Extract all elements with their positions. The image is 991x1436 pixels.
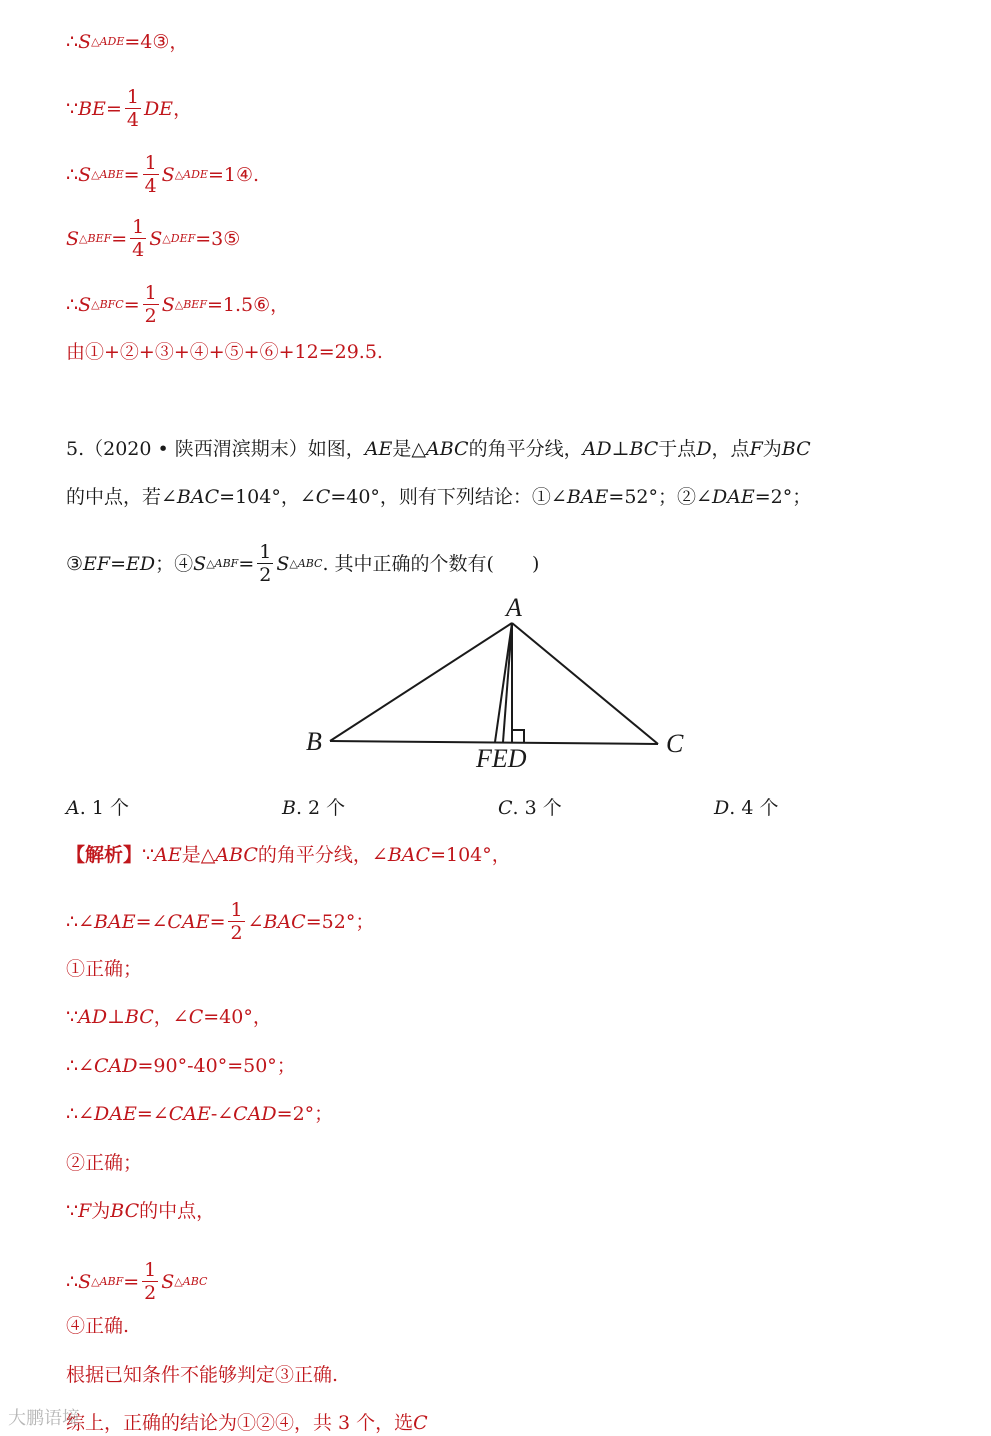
fraction [142,1259,158,1304]
solution-line-3 [66,956,142,982]
choice-letter: A [66,797,80,819]
text: = [110,552,127,575]
prev-line-3 [66,152,259,197]
area-symbol: S [78,163,92,186]
text: =4③， [124,31,189,53]
therefore-symbol: ∴ [66,31,79,53]
question-line-3 [66,541,539,586]
choice-text: . 1 个 [79,797,129,819]
text: ②正确； [66,1152,143,1174]
var: ABC [215,844,258,866]
prev-line-5 [66,282,289,327]
area-subscript: △DEF [162,231,196,245]
text: . 其中正确的个数有( ) [322,552,540,575]
numerator: 1 [126,86,139,108]
var: DAE [711,486,755,508]
area-subscript: △BFC [91,297,124,311]
right-angle-mark [512,730,524,742]
area-symbol: S [193,552,207,575]
var: BAC [387,844,431,866]
area-symbol: S [149,227,163,250]
var: C [315,486,331,508]
solution-line-8 [66,1198,215,1224]
area-subscript: △ADE [91,35,125,48]
denominator: 4 [126,109,139,131]
denominator: 2 [259,564,272,586]
area-symbol: S [161,163,175,186]
prev-line-4 [66,216,240,261]
choice-text: . 4 个 [729,797,779,819]
text: ∴∠ [66,1103,95,1125]
solution-line-2 [66,899,374,944]
text: ∵ [66,1006,79,1028]
var: C [413,1412,428,1434]
var: D [696,438,712,460]
numerator: 1 [144,152,157,174]
var: ED [126,552,156,575]
area-subscript: △ABC [289,556,323,570]
text: ∵ [142,844,155,866]
solution-line-1 [66,842,511,868]
var: BAC [263,910,306,933]
solution-line-11 [66,1362,338,1388]
question-line-1 [66,436,811,462]
solution-line-9 [66,1259,207,1304]
equals: = [105,97,122,120]
var: CAD [233,1103,277,1125]
text: 由①+②+③+④+⑤+⑥+12=29.5. [66,341,383,363]
text: =2°； [276,1103,334,1125]
area-symbol: S [78,1270,92,1293]
choice-letter: C [498,797,513,819]
var: ABC [426,438,469,460]
var: F [749,438,763,460]
text: 为 [762,438,782,460]
denominator: 2 [144,1282,157,1304]
text: =52°；②∠ [608,486,712,508]
area-subscript: △BEF [79,231,112,245]
solution-line-6 [66,1101,333,1127]
text: ⊥ [611,438,630,460]
text: ，点 [711,438,750,460]
area-symbol: S [78,293,92,316]
text: 的角平分线，∠ [257,844,388,866]
text: ④正确. [66,1315,130,1337]
choice-letter: D [714,797,730,819]
side-ab [330,623,512,741]
text: ∠ [247,910,264,933]
var: C [188,1006,204,1028]
choice-c [498,793,562,820]
choice-text: . 3 个 [512,797,562,819]
text: 的中点， [139,1200,216,1222]
var: CAE [167,910,210,933]
text: 5.（2020 • 陕西渭滨期末）如图， [66,438,365,460]
area-symbol: S [161,293,175,316]
fraction [130,216,146,261]
var: CAD [94,1055,138,1077]
text: -∠ [210,1103,234,1125]
text: =40°， [203,1006,272,1028]
text: =3⑤ [195,227,241,250]
prev-line-6 [66,339,383,365]
text: ，∠ [153,1006,189,1028]
numerator: 1 [144,1259,157,1281]
solution-line-4 [66,1004,272,1030]
therefore-symbol: ∴ [66,1270,79,1293]
text: 为 [91,1200,111,1222]
label-b: B [306,727,322,756]
area-subscript: △ABC [174,1274,208,1288]
question-line-2 [66,484,811,510]
var: BAE [566,486,609,508]
text: 是△ [181,844,216,866]
text: =∠ [135,910,168,933]
therefore-symbol: ∴ [66,293,79,316]
text: 是△ [392,438,426,460]
solution-line-5 [66,1053,296,1079]
area-symbol: S [78,31,92,53]
area-subscript: △BEF [174,297,207,311]
equals: = [123,1270,140,1293]
solution-tag: 【解析】 [66,844,143,866]
text: 的角平分线， [468,438,583,460]
equals: = [123,293,140,316]
label-c: C [666,729,684,758]
text: =40°，则有下列结论：①∠ [330,486,567,508]
denominator: 4 [144,175,157,197]
text: ， [173,97,193,120]
fraction [143,152,159,197]
text: =2°； [754,486,812,508]
var: BAC [176,486,220,508]
denominator: 2 [230,922,243,944]
var: AE [364,438,393,460]
text: ①正确； [66,958,143,980]
var: EF [83,552,111,575]
fraction [143,282,159,327]
var: CAE [168,1103,211,1125]
denominator: 4 [132,239,145,261]
area-symbol: S [161,1270,175,1293]
prev-line-1 [66,29,188,55]
text: =104°，∠ [219,486,316,508]
text: =∠ [136,1103,169,1125]
fraction [228,899,244,944]
text: =52°； [305,910,375,933]
var: DAE [94,1103,137,1125]
var: AD [582,438,612,460]
area-subscript: △ABE [91,167,124,181]
prev-line-2 [66,86,192,131]
numerator: 1 [132,216,145,238]
equals: = [238,552,255,575]
solution-line-10 [66,1313,129,1339]
var: BC [110,1200,140,1222]
numerator: 1 [144,282,157,304]
var: BAE [94,910,136,933]
fraction [257,541,273,586]
segment: DE [143,97,174,120]
text: 的中点，若∠ [66,486,177,508]
area-subscript: △ADE [174,167,208,181]
area-subscript: △ABF [206,556,239,570]
text: = [209,910,226,933]
fraction [125,86,141,131]
text: =1.5⑥， [206,293,290,316]
label-a: A [506,593,522,622]
segment: BE [78,97,106,120]
text: ∵ [66,1200,79,1222]
text: =90°-40°=50°； [137,1055,296,1077]
var: BC [629,438,659,460]
watermark: 大鹏语境 [8,1408,80,1429]
choice-letter: B [282,797,296,819]
var: AD [78,1006,108,1028]
var: AE [154,844,182,866]
side-ac [512,623,658,744]
area-symbol: S [276,552,290,575]
area-subscript: △ABF [91,1274,124,1288]
text: 综上，正确的结论为①②④，共 3 个，选 [66,1412,414,1434]
text: ∴∠ [66,1055,95,1077]
var: BC [781,438,811,460]
label-fed: FED [476,744,527,773]
numerator: 1 [230,899,243,921]
choice-text: . 2 个 [295,797,346,819]
choice-a [66,793,129,820]
equals: = [123,163,140,186]
choice-d [714,793,778,820]
equals: = [111,227,128,250]
text: ∴∠ [66,910,95,933]
numerator: 1 [259,541,272,563]
text: ⊥ [107,1006,125,1028]
var: F [78,1200,92,1222]
solution-line-7 [66,1150,142,1176]
text: ；④ [155,552,194,575]
choice-b [282,793,345,820]
text: =1④. [207,163,260,186]
area-symbol: S [66,227,80,250]
solution-line-12 [66,1410,428,1436]
text: =104°， [430,844,511,866]
text: ③ [66,552,84,575]
therefore-symbol: ∴ [66,163,79,186]
text: 于点 [658,438,697,460]
because-symbol: ∵ [66,97,79,120]
text: 根据已知条件不能够判定③正确. [66,1364,339,1386]
triangle-figure [300,590,700,775]
denominator: 2 [144,305,157,327]
var: BC [124,1006,154,1028]
